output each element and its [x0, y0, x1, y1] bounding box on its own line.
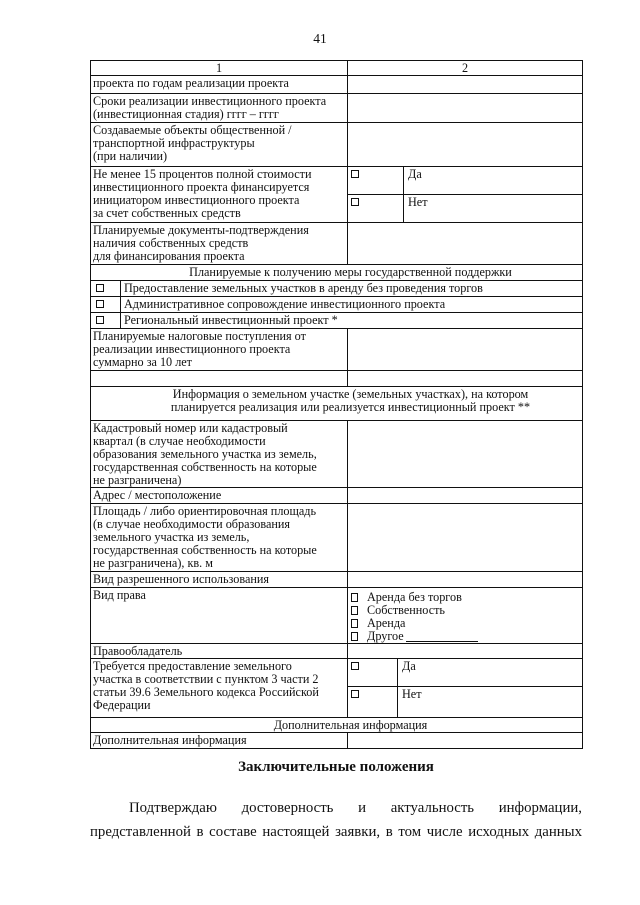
land-provision-row — [91, 659, 583, 718]
cadastral-label: Кадастровый номер или кадастровый квартал (в случае необходимости образования земельного участка из земель, государственная собственность на которые не разграничена) — [91, 421, 348, 488]
option-yes-label: Да — [408, 167, 422, 181]
own-funds-row — [91, 167, 583, 223]
checkbox-no — [351, 690, 359, 698]
checkbox-cell — [348, 195, 404, 222]
additional-heading: Дополнительная информация — [91, 718, 583, 733]
option-no-label: Нет — [408, 195, 428, 209]
empty-cell — [91, 371, 348, 387]
implementation-period-row — [91, 94, 583, 123]
area-label: Площадь / либо ориентировочная площадь (в случае необходимости образования земельного участка из земель, государственная собственность на которые не разграничена), кв. м — [91, 504, 348, 572]
additional-info-label: Дополнительная информация — [91, 733, 348, 749]
right-type-options — [348, 588, 583, 644]
area-value — [348, 504, 583, 572]
support-measure-item — [91, 313, 582, 328]
project-by-years-value — [348, 76, 583, 94]
checkbox-land-lease — [96, 284, 104, 292]
support-measure-cell — [91, 313, 583, 329]
checkbox-regional-project — [96, 316, 104, 324]
infrastructure-value — [348, 123, 583, 167]
permitted-use-value — [348, 572, 583, 588]
address-value — [348, 488, 583, 504]
column-number-row — [91, 61, 583, 76]
own-funds-option-no — [348, 195, 582, 222]
support-measure-row — [91, 313, 583, 329]
own-funds-options — [348, 167, 583, 223]
support-measures-heading-row — [91, 265, 583, 281]
project-by-years-row — [91, 76, 583, 94]
land-info-heading: Информация о земельном участке (земельных участках), на котором планируется реализация или реализуется инвестиционный проект ** — [91, 387, 583, 421]
right-type-label: Вид права — [91, 588, 348, 644]
right-type-row — [91, 588, 583, 644]
tax-revenue-row — [91, 329, 583, 371]
column-2-header: 2 — [348, 61, 583, 76]
checkbox-yes — [351, 662, 359, 670]
support-measure-label: Региональный инвестиционный проект * — [124, 313, 338, 327]
right-type-option-label: Другое — [367, 629, 404, 643]
checkbox-cell — [91, 297, 121, 312]
land-provision-option-no — [348, 687, 582, 717]
paragraph-line: Подтверждаю достоверность и актуальность информации, — [129, 800, 582, 816]
infrastructure-label: Создаваемые объекты общественной / транспортной инфраструктуры (при наличии) — [91, 123, 348, 167]
own-funds-documents-row — [91, 223, 583, 265]
checkbox-cell — [348, 659, 398, 686]
application-form-table — [90, 60, 583, 749]
column-1-header: 1 — [91, 61, 348, 76]
right-type-option-label: Аренда без торгов — [367, 590, 462, 604]
empty-row — [91, 371, 583, 387]
own-funds-label: Не менее 15 процентов полной стоимости инвестиционного проекта финансируется инициатором инвестиционного проекта за счет собственных средств — [91, 167, 348, 223]
own-funds-option-yes — [348, 167, 582, 195]
land-info-heading-row — [91, 387, 583, 421]
checkbox-admin-support — [96, 300, 104, 308]
additional-heading-row — [91, 718, 583, 733]
land-provision-option-yes — [348, 659, 582, 687]
support-measure-cell — [91, 281, 583, 297]
checkbox-cell — [91, 281, 121, 296]
empty-cell — [348, 371, 583, 387]
right-type-option-label: Собственность — [367, 603, 445, 617]
additional-info-value — [348, 733, 583, 749]
support-measure-item — [91, 281, 582, 296]
address-row — [91, 488, 583, 504]
final-provisions-heading: Заключительные положения — [238, 759, 434, 775]
option-no-label: Нет — [402, 687, 422, 701]
cadastral-row — [91, 421, 583, 488]
checkbox-other — [351, 632, 358, 641]
support-measure-row — [91, 281, 583, 297]
option-yes-label: Да — [402, 659, 416, 673]
support-measure-item — [91, 297, 582, 312]
support-measures-heading: Планируемые к получению меры государственной поддержки — [91, 265, 583, 281]
checkbox-yes — [351, 170, 359, 178]
checkbox-no — [351, 198, 359, 206]
own-funds-documents-value — [348, 223, 583, 265]
right-holder-row — [91, 644, 583, 659]
cadastral-value — [348, 421, 583, 488]
support-measure-label: Административное сопровождение инвестиционного проекта — [124, 297, 446, 311]
infrastructure-row — [91, 123, 583, 167]
support-measure-label: Предоставление земельных участков в аренду без проведения торгов — [124, 281, 483, 295]
page-number: 41 — [313, 31, 327, 46]
checkbox-cell — [91, 313, 121, 328]
additional-info-row — [91, 733, 583, 749]
project-by-years-label: проекта по годам реализации проекта — [91, 76, 348, 94]
checkbox-lease — [351, 619, 358, 628]
land-provision-label: Требуется предоставление земельного участка в соответствии с пунктом 3 части 2 статьи 39.6 Земельного кодекса Российской Федерации — [91, 659, 348, 718]
right-holder-value — [348, 644, 583, 659]
land-provision-options — [348, 659, 583, 718]
address-label: Адрес / местоположение — [91, 488, 348, 504]
own-funds-documents-label: Планируемые документы-подтверждения наличия собственных средств для финансирования проекта — [91, 223, 348, 265]
right-type-option-label: Аренда — [367, 616, 406, 630]
tax-revenue-label: Планируемые налоговые поступления от реализации инвестиционного проекта суммарно за 10 лет — [91, 329, 348, 371]
permitted-use-label: Вид разрешенного использования — [91, 572, 348, 588]
right-holder-label: Правообладатель — [91, 644, 348, 659]
support-measure-row — [91, 297, 583, 313]
right-type-option — [351, 630, 580, 643]
implementation-period-value — [348, 94, 583, 123]
implementation-period-label: Сроки реализации инвестиционного проекта (инвестиционная стадия) гггг – гггг — [91, 94, 348, 123]
area-row — [91, 504, 583, 572]
support-measure-cell — [91, 297, 583, 313]
paragraph-line: представленной в составе настоящей заявки, в том числе исходных данных — [90, 824, 582, 840]
confirmation-paragraph — [90, 796, 582, 844]
checkbox-cell — [348, 687, 398, 717]
permitted-use-row — [91, 572, 583, 588]
right-type-list — [350, 589, 580, 643]
other-fill-line — [406, 631, 478, 642]
tax-revenue-value — [348, 329, 583, 371]
checkbox-lease-no-auction — [351, 593, 358, 602]
checkbox-cell — [348, 167, 404, 194]
checkbox-ownership — [351, 606, 358, 615]
